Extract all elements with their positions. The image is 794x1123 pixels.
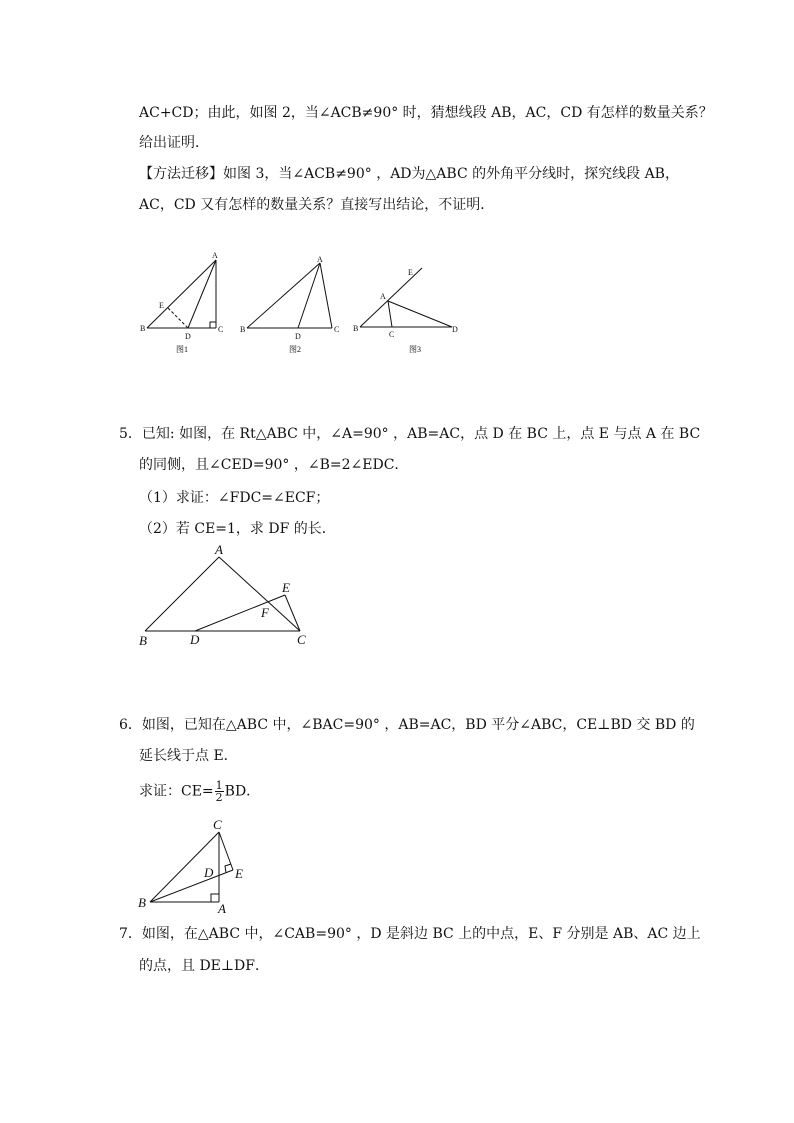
fig2-label-c: C bbox=[334, 325, 340, 334]
p6-label-e: E bbox=[235, 866, 243, 881]
p5-label-c: C bbox=[297, 632, 306, 647]
problem4-line2: 给出证明． bbox=[139, 135, 209, 151]
fig2-label-d: D bbox=[295, 332, 301, 341]
fig2-caption: 图2 bbox=[289, 345, 301, 354]
problem5-figure bbox=[130, 540, 330, 655]
problem4-line4: AC，CD 又有怎样的数量关系？直接写出结论，不证明． bbox=[139, 197, 495, 213]
fig1-label-d: D bbox=[185, 332, 191, 341]
p6-label-c: C bbox=[213, 817, 222, 832]
p6-label-a: A bbox=[218, 901, 226, 915]
fig3-caption: 图3 bbox=[409, 345, 421, 354]
problem5-line2: 的同侧，且∠CED=90° ，∠B=2∠EDC． bbox=[139, 457, 409, 473]
one-half-fraction bbox=[215, 780, 224, 803]
fig3-label-e: E bbox=[408, 268, 413, 277]
problem4-line1: AC+CD；由此，如图 2，当∠ACB≠90° 时，猜想线段 AB，AC，CD 有怎样的数量关系？ bbox=[139, 105, 713, 121]
problem6-line2: 延长线于点 E． bbox=[139, 748, 238, 764]
problem4-line3: 【方法迁移】如图 3，当∠ACB≠90° ，AD为△ABC 的外角平分线时，探究线段 AB， bbox=[139, 166, 679, 182]
p5-label-d: D bbox=[190, 632, 200, 647]
problem7-line2: 的点，且 DE⊥DF． bbox=[139, 958, 269, 974]
fig1-label-e: E bbox=[159, 301, 164, 310]
problem6-claim bbox=[139, 780, 260, 803]
fig3-label-a: A bbox=[380, 292, 386, 301]
fig3-label-d: D bbox=[452, 325, 458, 334]
fig1-label-c: C bbox=[218, 325, 224, 334]
fig2-label-a: A bbox=[317, 255, 323, 264]
problem5-part2: （2）若 CE=1，求 DF 的长． bbox=[139, 521, 336, 537]
p5-label-b: B bbox=[139, 633, 147, 648]
fig2-label-b: B bbox=[240, 325, 246, 334]
fig3-label-b: B bbox=[353, 324, 359, 333]
problem6-figure bbox=[130, 815, 260, 915]
problem5-line1: 5．已知: 如图，在 Rt△ABC 中，∠A=90° ，AB=AC，点 D 在 BC 上，点 E 与点 A 在 BC bbox=[119, 426, 701, 442]
problem5-part1: （1）求证：∠FDC=∠ECF； bbox=[139, 490, 330, 506]
p5-label-e: E bbox=[282, 580, 290, 595]
fraction-denominator: 2 bbox=[215, 791, 223, 804]
problem6-claim-suffix: BD． bbox=[224, 783, 261, 800]
fraction-numerator: 1 bbox=[215, 779, 223, 792]
fig1-label-a: A bbox=[212, 251, 218, 260]
fig3-label-c: C bbox=[389, 330, 395, 339]
problem7-line1: 7．如图，在△ABC 中，∠CAB=90° ，D 是斜边 BC 上的中点，E、F 分别是 AB、AC 边上 bbox=[119, 926, 701, 942]
fig1-label-b: B bbox=[140, 324, 146, 333]
p6-label-d: D bbox=[204, 865, 214, 880]
p5-label-a: A bbox=[215, 542, 223, 557]
problem4-figures bbox=[130, 245, 470, 365]
problem6-line1: 6．如图，已知在△ABC 中，∠BAC=90° ，AB=AC，BD 平分∠ABC，CE⊥BD 交 BD 的 bbox=[119, 717, 695, 733]
p6-label-b: B bbox=[138, 895, 146, 910]
p5-label-f: F bbox=[261, 605, 269, 620]
fig1-caption: 图1 bbox=[176, 345, 188, 354]
problem6-claim-prefix: 求证：CE= bbox=[139, 783, 214, 800]
